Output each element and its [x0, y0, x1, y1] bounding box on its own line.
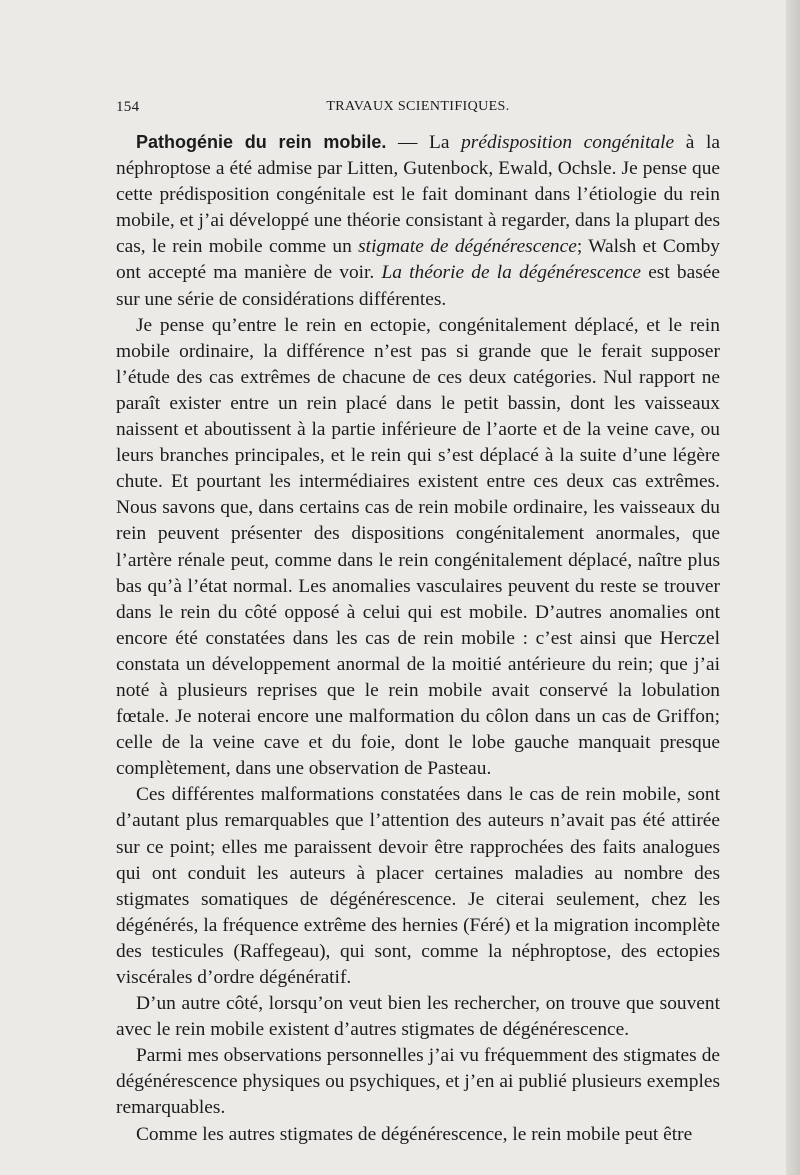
running-title: TRAVAUX SCIENTIFIQUES.: [326, 99, 510, 114]
emphasis-theorie: La théorie de la dégénérescence: [381, 262, 642, 284]
paragraph: D’un autre côté, lorsqu’on veut bien les rechercher, on trouve que souvent avec le rein mobile existent d’autres stigmates de dégénérescence.: [116, 993, 720, 1041]
paragraph: Parmi mes observations personnelles j’ai vu fréquemment des stigmates de dégénérescence physiques ou psychiques, et j’en ai publié plusieurs exemples remarquables.: [116, 1045, 720, 1119]
page-number: 154: [116, 99, 140, 115]
paragraph: Comme les autres stigmates de dégénérescence, le rein mobile peut être: [136, 1123, 693, 1145]
page-edge-shadow: [786, 0, 800, 1175]
paragraph: Ces différentes malformations constatées dans le cas de rein mobile, sont d’autant plus remarquables que l’attention des auteurs n’avait pas été attirée sur ce point; elles me paraissent devoir être rapprochées des faits analogues qui ont conduit les auteurs à placer certaines maladies au nombre des stigmates somatiques de dégénérescence. Je citerai seulement, chez les dégénérés, la fréquence extrême des hernies (Féré) et la migration incomplète des testicules (Raffegeau), qui sont, comme la néphroptose, des ectopies viscérales d’ordre dégénératif.: [116, 784, 720, 988]
section-dash: — La: [386, 132, 462, 153]
section-text-3: est basée sur une série de considérations différentes.: [116, 262, 720, 310]
section-paragraph: [116, 129, 720, 313]
body-text: [116, 129, 720, 1148]
section-title: Pathogénie du rein mobile.: [136, 132, 387, 152]
paragraph: Je pense qu’entre le rein en ectopie, congénitalement déplacé, et le rein mobile ordinaire, la différence n’est pas si grande que le ferait supposer l’étude des cas extrêmes de chacune de ces deux catégories. Nul rapport ne paraît exister entre un rein placé dans le petit bassin, dont les vaisseaux naissent et aboutissent à la partie inférieure de l’aorte et de la veine cave, ou leurs branches principales, et le rein qui s’est déplacé à la suite d’une légère chute. Et pourtant les intermédiaires existent entre ces deux cas extrêmes. Nous savons que, dans certains cas de rein mobile ordinaire, les vaisseaux du rein peuvent présenter des dispositions congénitalement anormales, que l’artère rénale peut, comme dans le rein congénitalement déplacé, naître plus bas qu’à l’état normal. Les anomalies vasculaires peuvent du reste se trouver dans le rein du côté opposé à celui qui est mobile. D’autres anomalies ont encore été constatées dans les cas de rein mobile : c’est ainsi que Herczel constata un développement anormal de la moitié antérieure du rein; que j’ai noté à plusieurs reprises que le rein mobile avait conservé la lobulation fœtale. Je noterai encore une malformation du côlon dans un cas de Griffon; celle de la veine cave et du foie, dont le lobe gauche manquait presque complètement, dans une observation de Pasteau.: [116, 314, 720, 780]
emphasis-predisposition: prédisposition congénitale: [461, 132, 675, 153]
section-text-1: à la néphroptose a été admise par Litten, Gutenbock, Ewald, Ochsle. Je pense que cette prédisposition congénitale est le fait dominant dans l’étiologie du rein mobile, et j’ai développé une théorie consistant à regarder, dans la plupart des cas, le rein mobile comme un: [116, 132, 721, 258]
emphasis-stigmate: stigmate de dégénérescence: [358, 236, 577, 258]
page-header: [116, 99, 720, 123]
section-text-2: ; Walsh et Comby ont accepté ma manière de voir.: [116, 236, 720, 284]
